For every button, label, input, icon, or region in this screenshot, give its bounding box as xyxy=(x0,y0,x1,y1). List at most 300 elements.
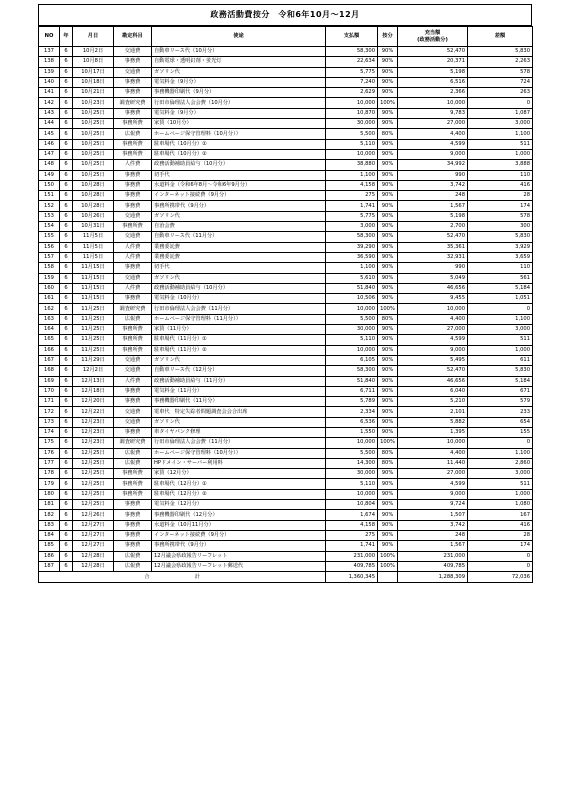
row-paid: 10,506 xyxy=(326,294,378,304)
table-row xyxy=(39,376,533,386)
row-account: 事務費 xyxy=(114,500,152,510)
row-paid: 2,334 xyxy=(326,407,378,417)
row-paid: 10,804 xyxy=(326,500,378,510)
row-usage: 自動車リース代（12月分） xyxy=(152,366,326,376)
table-row xyxy=(39,170,533,180)
row-paid: 1,674 xyxy=(326,510,378,520)
row-account: 広報費 xyxy=(114,551,152,561)
row-ratio: 90% xyxy=(378,119,398,129)
row-paid: 231,000 xyxy=(326,551,378,561)
row-usage: 業務委託費 xyxy=(152,242,326,252)
row-no: 139 xyxy=(39,67,60,77)
row-allocated: 2,700 xyxy=(398,222,468,232)
row-no: 165 xyxy=(39,335,60,345)
row-paid: 4,158 xyxy=(326,520,378,530)
table-row xyxy=(39,355,533,365)
row-allocated: 248 xyxy=(398,530,468,540)
row-year: 6 xyxy=(60,427,73,437)
row-account: 事務所費 xyxy=(114,119,152,129)
row-account: 人件費 xyxy=(114,252,152,262)
row-allocated: 27,000 xyxy=(398,119,468,129)
row-usage: 事務機器印刷代（9月分） xyxy=(152,88,326,98)
table-row xyxy=(39,108,533,118)
row-account: 事務費 xyxy=(114,57,152,67)
row-no: 164 xyxy=(39,325,60,335)
row-account: 事務費 xyxy=(114,510,152,520)
row-year: 6 xyxy=(60,458,73,468)
table-row xyxy=(39,180,533,190)
row-diff: 233 xyxy=(468,407,533,417)
row-allocated: 52,470 xyxy=(398,47,468,57)
header-ratio: 按分 xyxy=(378,27,398,47)
row-date: 12月27日 xyxy=(73,530,114,540)
row-diff: 724 xyxy=(468,77,533,87)
row-no: 140 xyxy=(39,77,60,87)
row-allocated: 27,000 xyxy=(398,469,468,479)
table-row xyxy=(39,397,533,407)
row-year: 6 xyxy=(60,510,73,520)
sheet-title: 政務活動費按分 令和6年10月～12月 xyxy=(38,4,532,26)
row-year: 6 xyxy=(60,355,73,365)
row-paid: 2,629 xyxy=(326,88,378,98)
row-account: 人件費 xyxy=(114,376,152,386)
table-row xyxy=(39,232,533,242)
row-account: 事務費 xyxy=(114,294,152,304)
row-no: 161 xyxy=(39,294,60,304)
row-date: 10月18日 xyxy=(73,77,114,87)
row-date: 12月27日 xyxy=(73,541,114,551)
row-date: 10月25日 xyxy=(73,129,114,139)
row-account: 調査研究費 xyxy=(114,304,152,314)
row-allocated: 52,470 xyxy=(398,366,468,376)
row-no: 149 xyxy=(39,170,60,180)
row-paid: 10,870 xyxy=(326,108,378,118)
row-year: 6 xyxy=(60,170,73,180)
total-diff: 72,036 xyxy=(468,572,533,583)
row-account: 調査研究費 xyxy=(114,98,152,108)
row-ratio: 90% xyxy=(378,57,398,67)
row-ratio: 90% xyxy=(378,170,398,180)
row-year: 6 xyxy=(60,108,73,118)
row-ratio: 90% xyxy=(378,88,398,98)
row-account: 事務所費 xyxy=(114,489,152,499)
row-account: 事務費 xyxy=(114,263,152,273)
table-row xyxy=(39,273,533,283)
row-ratio: 80% xyxy=(378,314,398,324)
row-allocated: 46,656 xyxy=(398,376,468,386)
row-allocated: 2,366 xyxy=(398,88,468,98)
row-date: 12月20日 xyxy=(73,397,114,407)
row-ratio: 90% xyxy=(378,376,398,386)
row-no: 187 xyxy=(39,561,60,571)
row-year: 6 xyxy=(60,345,73,355)
row-year: 6 xyxy=(60,376,73,386)
row-year: 6 xyxy=(60,366,73,376)
table-row xyxy=(39,77,533,87)
row-diff: 2,860 xyxy=(468,458,533,468)
row-allocated: 5,049 xyxy=(398,273,468,283)
row-paid: 5,775 xyxy=(326,67,378,77)
row-account: 交通費 xyxy=(114,232,152,242)
row-date: 11月25日 xyxy=(73,335,114,345)
row-date: 11月25日 xyxy=(73,345,114,355)
row-date: 11月15日 xyxy=(73,263,114,273)
total-label: 合 計 xyxy=(39,572,326,583)
row-no: 142 xyxy=(39,98,60,108)
row-ratio: 100% xyxy=(378,551,398,561)
row-account: 交通費 xyxy=(114,67,152,77)
row-no: 177 xyxy=(39,458,60,468)
row-account: 広報費 xyxy=(114,448,152,458)
row-no: 175 xyxy=(39,438,60,448)
row-year: 6 xyxy=(60,211,73,221)
row-ratio: 90% xyxy=(378,180,398,190)
header-allocated: 充当額 (政務活動分) xyxy=(398,27,468,47)
row-no: 160 xyxy=(39,283,60,293)
row-usage: 事務機器印刷代（12月分） xyxy=(152,510,326,520)
row-ratio: 90% xyxy=(378,407,398,417)
row-year: 6 xyxy=(60,500,73,510)
row-account: 交通費 xyxy=(114,273,152,283)
row-year: 6 xyxy=(60,314,73,324)
row-usage: 車タイヤパンク修理 xyxy=(152,427,326,437)
row-usage: 電気料金（10月分） xyxy=(152,294,326,304)
row-account: 交通費 xyxy=(114,355,152,365)
row-diff: 3,659 xyxy=(468,252,533,262)
row-account: 広報費 xyxy=(114,129,152,139)
row-account: 事務費 xyxy=(114,386,152,396)
row-no: 156 xyxy=(39,242,60,252)
row-date: 10月25日 xyxy=(73,108,114,118)
row-date: 10月26日 xyxy=(73,211,114,221)
row-no: 170 xyxy=(39,386,60,396)
row-no: 158 xyxy=(39,263,60,273)
row-year: 6 xyxy=(60,139,73,149)
row-year: 6 xyxy=(60,57,73,67)
row-diff: 3,888 xyxy=(468,160,533,170)
row-paid: 10,000 xyxy=(326,98,378,108)
row-date: 10月17日 xyxy=(73,67,114,77)
row-date: 10月23日 xyxy=(73,98,114,108)
row-no: 181 xyxy=(39,500,60,510)
row-no: 183 xyxy=(39,520,60,530)
row-allocated: 10,000 xyxy=(398,98,468,108)
row-year: 6 xyxy=(60,67,73,77)
row-allocated: 52,470 xyxy=(398,232,468,242)
row-ratio: 80% xyxy=(378,129,398,139)
row-date: 11月29日 xyxy=(73,355,114,365)
row-account: 事務費 xyxy=(114,520,152,530)
row-account: 事務所費 xyxy=(114,469,152,479)
row-year: 6 xyxy=(60,304,73,314)
row-diff: 416 xyxy=(468,520,533,530)
row-date: 10月25日 xyxy=(73,160,114,170)
row-account: 事務費 xyxy=(114,180,152,190)
row-paid: 275 xyxy=(326,191,378,201)
row-no: 159 xyxy=(39,273,60,283)
row-ratio: 90% xyxy=(378,386,398,396)
row-ratio: 90% xyxy=(378,211,398,221)
row-no: 162 xyxy=(39,304,60,314)
row-allocated: 4,599 xyxy=(398,335,468,345)
row-date: 11月5日 xyxy=(73,242,114,252)
table-row xyxy=(39,149,533,159)
row-ratio: 90% xyxy=(378,417,398,427)
row-diff: 1,000 xyxy=(468,149,533,159)
row-paid: 1,100 xyxy=(326,263,378,273)
row-paid: 10,000 xyxy=(326,149,378,159)
row-diff: 416 xyxy=(468,180,533,190)
row-no: 157 xyxy=(39,252,60,262)
row-diff: 0 xyxy=(468,561,533,571)
row-year: 6 xyxy=(60,77,73,87)
row-year: 6 xyxy=(60,98,73,108)
row-allocated: 5,198 xyxy=(398,67,468,77)
row-year: 6 xyxy=(60,160,73,170)
row-year: 6 xyxy=(60,201,73,211)
row-year: 6 xyxy=(60,386,73,396)
row-allocated: 9,455 xyxy=(398,294,468,304)
row-date: 12月25日 xyxy=(73,500,114,510)
row-paid: 5,110 xyxy=(326,139,378,149)
table-row xyxy=(39,47,533,57)
row-year: 6 xyxy=(60,119,73,129)
row-usage: ホームページ保守管理料（10月分）） xyxy=(152,129,326,139)
row-year: 6 xyxy=(60,448,73,458)
row-paid: 58,300 xyxy=(326,232,378,242)
row-no: 167 xyxy=(39,355,60,365)
row-no: 182 xyxy=(39,510,60,520)
row-diff: 1,000 xyxy=(468,489,533,499)
row-no: 137 xyxy=(39,47,60,57)
row-diff: 110 xyxy=(468,263,533,273)
expense-sheet xyxy=(38,4,532,583)
row-date: 10月8日 xyxy=(73,57,114,67)
header-account: 勘定科目 xyxy=(114,27,152,47)
row-date: 11月25日 xyxy=(73,325,114,335)
row-allocated: 5,210 xyxy=(398,397,468,407)
row-no: 144 xyxy=(39,119,60,129)
row-diff: 1,051 xyxy=(468,294,533,304)
row-allocated: 5,198 xyxy=(398,211,468,221)
row-paid: 1,741 xyxy=(326,201,378,211)
row-usage: 電車代 特定失踪者問題調査会会合出席 xyxy=(152,407,326,417)
row-usage: 政務活動補助員給与（10月分） xyxy=(152,283,326,293)
row-date: 10月21日 xyxy=(73,88,114,98)
row-date: 10月31日 xyxy=(73,222,114,232)
row-account: 事務所費 xyxy=(114,335,152,345)
row-year: 6 xyxy=(60,47,73,57)
row-usage: 家賃（10月分） xyxy=(152,119,326,129)
table-row xyxy=(39,314,533,324)
table-body xyxy=(39,47,533,572)
table-row xyxy=(39,489,533,499)
row-paid: 409,785 xyxy=(326,561,378,571)
row-ratio: 100% xyxy=(378,304,398,314)
row-diff: 110 xyxy=(468,170,533,180)
table-row xyxy=(39,160,533,170)
row-paid: 51,840 xyxy=(326,376,378,386)
row-ratio: 90% xyxy=(378,201,398,211)
row-year: 6 xyxy=(60,397,73,407)
row-no: 143 xyxy=(39,108,60,118)
row-diff: 2,263 xyxy=(468,57,533,67)
row-diff: 0 xyxy=(468,98,533,108)
table-row xyxy=(39,500,533,510)
row-ratio: 90% xyxy=(378,500,398,510)
row-usage: 電気料金（12月分） xyxy=(152,500,326,510)
row-diff: 578 xyxy=(468,67,533,77)
table-header-row xyxy=(39,27,533,47)
row-year: 6 xyxy=(60,530,73,540)
row-account: 事務費 xyxy=(114,541,152,551)
row-diff: 511 xyxy=(468,479,533,489)
row-allocated: 1,395 xyxy=(398,427,468,437)
row-paid: 51,840 xyxy=(326,283,378,293)
row-ratio: 90% xyxy=(378,325,398,335)
row-usage: 自動車リース代（10月分） xyxy=(152,47,326,57)
row-allocated: 9,000 xyxy=(398,149,468,159)
row-no: 151 xyxy=(39,191,60,201)
row-year: 6 xyxy=(60,479,73,489)
row-allocated: 990 xyxy=(398,263,468,273)
row-date: 10月25日 xyxy=(73,119,114,129)
row-diff: 611 xyxy=(468,355,533,365)
row-no: 146 xyxy=(39,139,60,149)
row-no: 173 xyxy=(39,417,60,427)
row-paid: 1,741 xyxy=(326,541,378,551)
row-allocated: 3,742 xyxy=(398,180,468,190)
table-row xyxy=(39,335,533,345)
row-year: 6 xyxy=(60,242,73,252)
row-usage: ガソリン代 xyxy=(152,273,326,283)
row-diff: 5,830 xyxy=(468,232,533,242)
row-paid: 5,775 xyxy=(326,211,378,221)
row-date: 11月5日 xyxy=(73,252,114,262)
total-allocated: 1,288,309 xyxy=(398,572,468,583)
table-row xyxy=(39,469,533,479)
row-year: 6 xyxy=(60,283,73,293)
row-account: 交通費 xyxy=(114,211,152,221)
row-ratio: 90% xyxy=(378,345,398,355)
row-usage: 駐車場代（10月分）① xyxy=(152,139,326,149)
row-account: 交通費 xyxy=(114,47,152,57)
row-ratio: 90% xyxy=(378,242,398,252)
row-paid: 5,789 xyxy=(326,397,378,407)
row-no: 179 xyxy=(39,479,60,489)
row-date: 12月18日 xyxy=(73,386,114,396)
row-allocated: 1,567 xyxy=(398,201,468,211)
row-diff: 5,830 xyxy=(468,47,533,57)
row-no: 147 xyxy=(39,149,60,159)
row-account: 事務費 xyxy=(114,77,152,87)
row-account: 事務所費 xyxy=(114,345,152,355)
row-date: 10月2日 xyxy=(73,47,114,57)
row-date: 12月27日 xyxy=(73,520,114,530)
row-year: 6 xyxy=(60,335,73,345)
row-diff: 3,929 xyxy=(468,242,533,252)
row-ratio: 90% xyxy=(378,47,398,57)
row-year: 6 xyxy=(60,294,73,304)
table-row xyxy=(39,263,533,273)
row-no: 176 xyxy=(39,448,60,458)
row-ratio: 90% xyxy=(378,108,398,118)
row-diff: 1,100 xyxy=(468,448,533,458)
row-allocated: 5,882 xyxy=(398,417,468,427)
row-year: 6 xyxy=(60,561,73,571)
row-diff: 5,184 xyxy=(468,376,533,386)
row-allocated: 10,000 xyxy=(398,438,468,448)
row-no: 186 xyxy=(39,551,60,561)
row-year: 6 xyxy=(60,252,73,262)
row-account: 事務費 xyxy=(114,201,152,211)
row-date: 12月13日 xyxy=(73,376,114,386)
row-usage: HPドメイン・サーバー利用料 xyxy=(152,458,326,468)
row-allocated: 6,040 xyxy=(398,386,468,396)
header-usage: 使途 xyxy=(152,27,326,47)
row-paid: 1,550 xyxy=(326,427,378,437)
row-diff: 167 xyxy=(468,510,533,520)
row-paid: 30,000 xyxy=(326,325,378,335)
row-usage: 電気料金（11月分） xyxy=(152,386,326,396)
row-year: 6 xyxy=(60,520,73,530)
row-diff: 174 xyxy=(468,541,533,551)
header-year: 年 xyxy=(60,27,73,47)
row-account: 事務費 xyxy=(114,170,152,180)
row-date: 12月25日 xyxy=(73,448,114,458)
table-row xyxy=(39,88,533,98)
row-paid: 5,500 xyxy=(326,129,378,139)
row-usage: 事務所携帯代（9月分） xyxy=(152,201,326,211)
row-diff: 3,000 xyxy=(468,325,533,335)
row-account: 人件費 xyxy=(114,242,152,252)
row-allocated: 4,400 xyxy=(398,129,468,139)
table-row xyxy=(39,139,533,149)
row-date: 12月25日 xyxy=(73,458,114,468)
row-no: 178 xyxy=(39,469,60,479)
row-paid: 22,634 xyxy=(326,57,378,67)
table-row xyxy=(39,325,533,335)
table-row xyxy=(39,345,533,355)
row-date: 11月15日 xyxy=(73,283,114,293)
row-diff: 1,100 xyxy=(468,129,533,139)
row-year: 6 xyxy=(60,325,73,335)
row-account: 人件費 xyxy=(114,160,152,170)
table-row xyxy=(39,386,533,396)
table-row xyxy=(39,541,533,551)
row-date: 12月23日 xyxy=(73,438,114,448)
row-allocated: 4,400 xyxy=(398,448,468,458)
row-usage: ガソリン代 xyxy=(152,67,326,77)
row-usage: 政務活動補助員給与（11月分） xyxy=(152,376,326,386)
row-usage: インターネット接続費（9月分） xyxy=(152,191,326,201)
row-paid: 38,880 xyxy=(326,160,378,170)
row-allocated: 4,599 xyxy=(398,479,468,489)
table-row xyxy=(39,57,533,67)
row-year: 6 xyxy=(60,541,73,551)
row-date: 12月26日 xyxy=(73,510,114,520)
total-paid: 1,360,345 xyxy=(326,572,378,583)
row-paid: 10,000 xyxy=(326,304,378,314)
row-date: 12月2日 xyxy=(73,366,114,376)
row-usage: 家賃（12月分） xyxy=(152,469,326,479)
row-no: 185 xyxy=(39,541,60,551)
row-usage: ホームページ保守管理料（11月分）） xyxy=(152,314,326,324)
row-ratio: 90% xyxy=(378,160,398,170)
row-year: 6 xyxy=(60,551,73,561)
row-usage: 自動電球・透明釘剤・蛍光灯 xyxy=(152,57,326,67)
row-allocated: 1,507 xyxy=(398,510,468,520)
